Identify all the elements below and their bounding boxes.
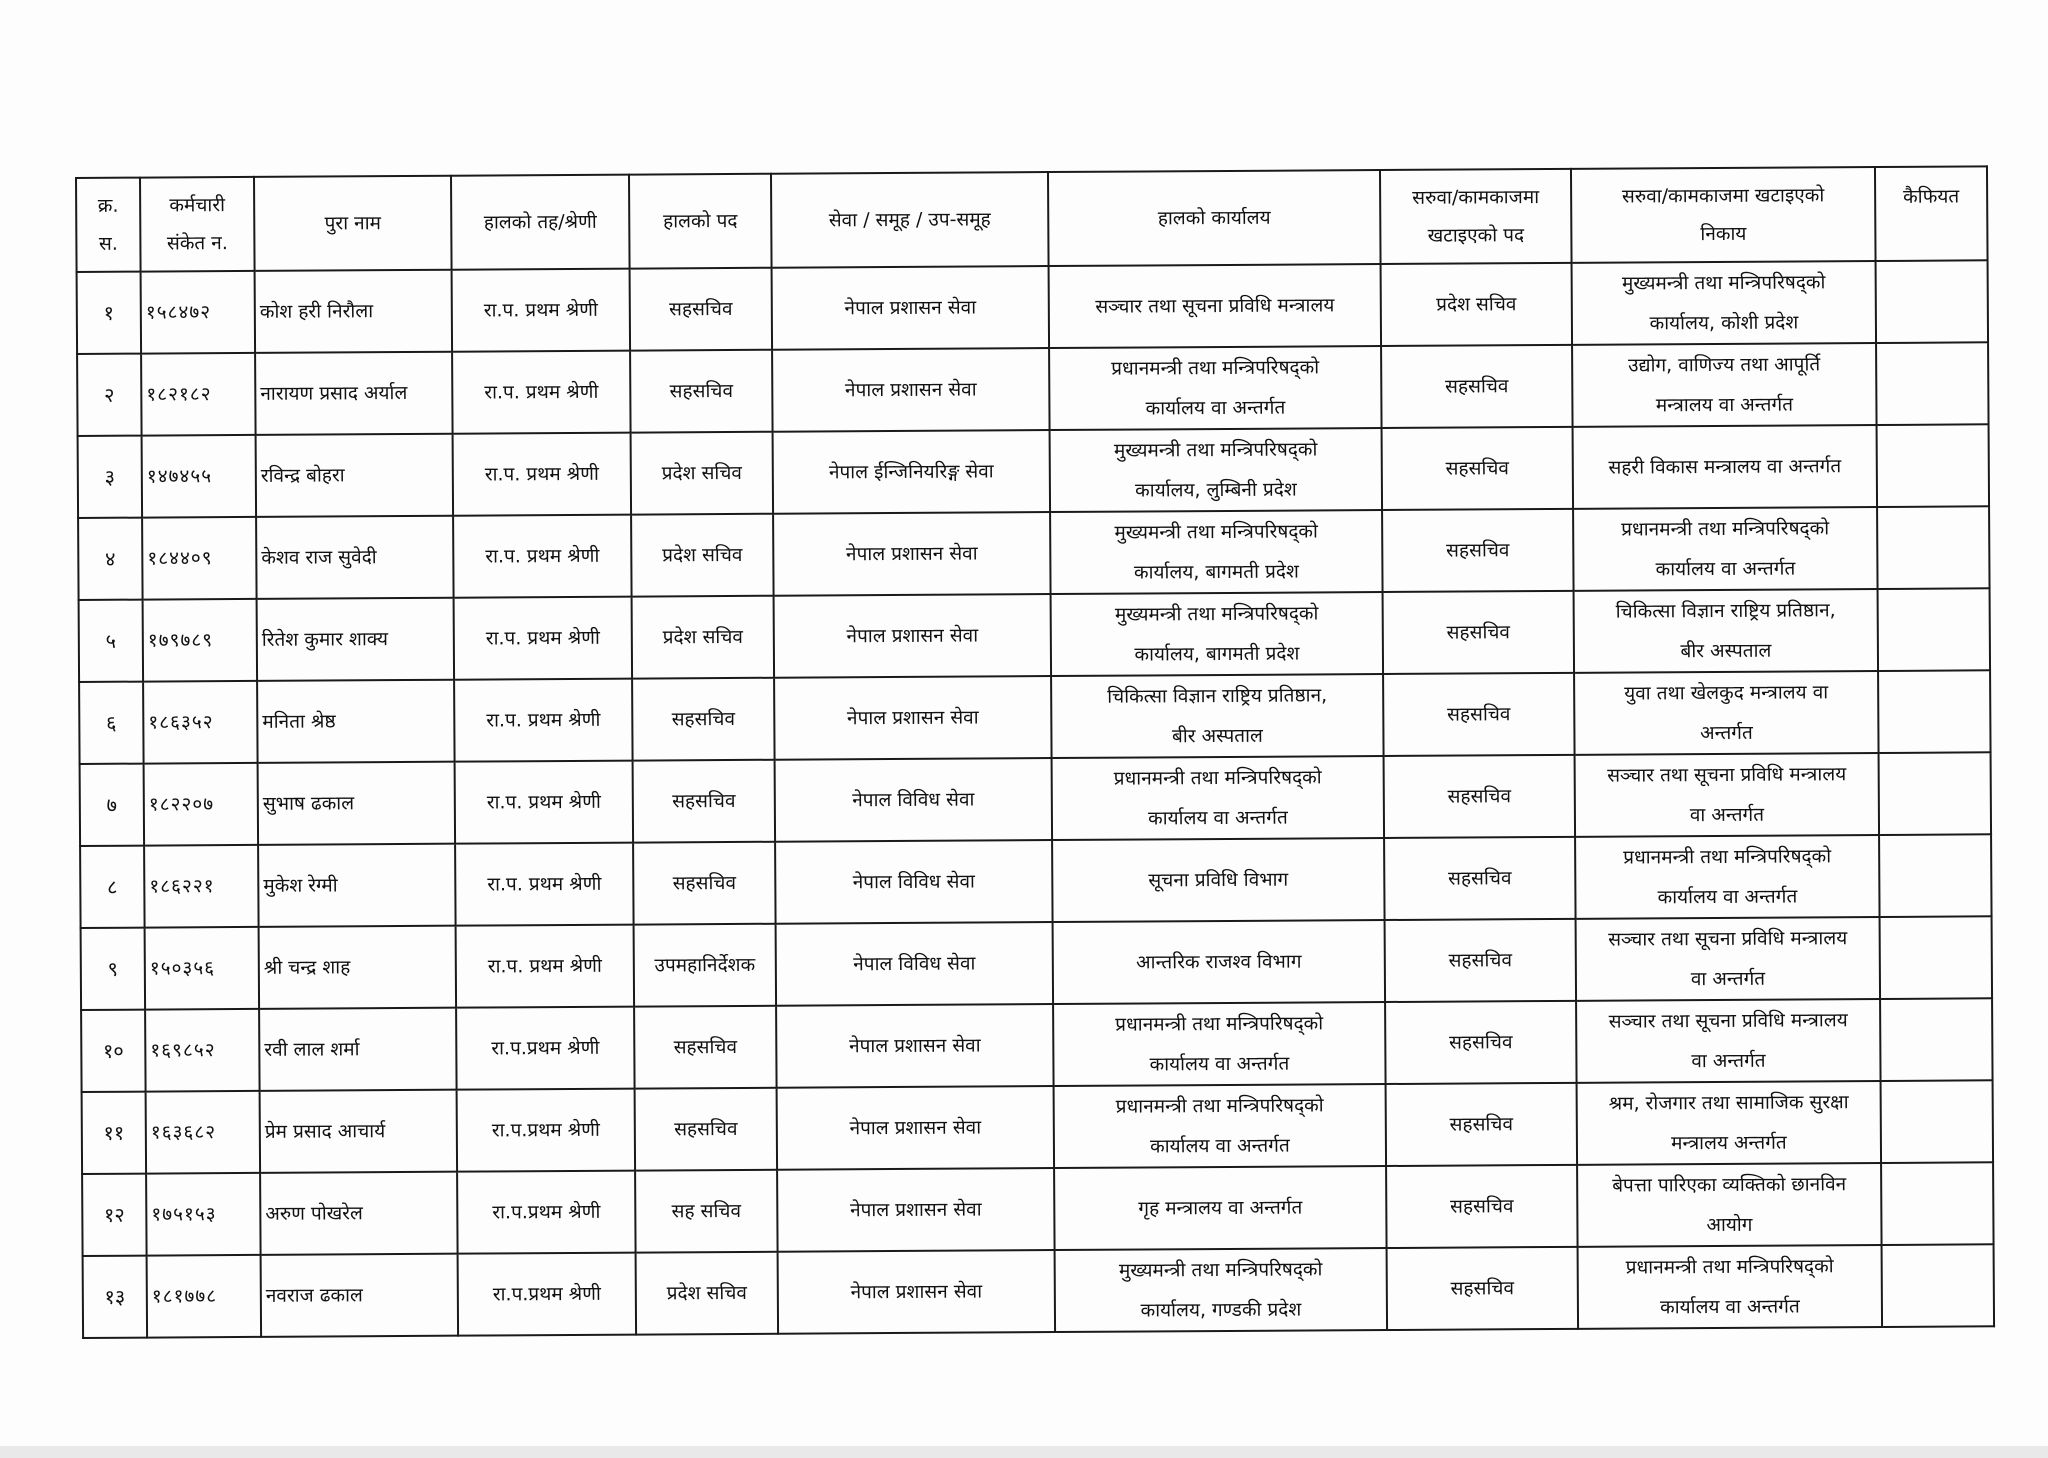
cell-service: नेपाल प्रशासन सेवा [772, 348, 1049, 432]
header-code-line2: संकेत न. [166, 232, 228, 255]
cell-remarks [1881, 1162, 1993, 1245]
header-row [76, 166, 1988, 272]
cell-remarks [1879, 752, 1991, 835]
header-new-office-line2: निकाय [1700, 222, 1747, 246]
table-row [81, 998, 1992, 1092]
cell-office [1050, 510, 1382, 594]
cell-office-line: प्रधानमन्त्री तथा मन्त्रिपरिषद्को [1113, 766, 1322, 790]
scan-edge [0, 1446, 2048, 1458]
cell-name: श्री चन्द्र शाह [259, 926, 456, 1009]
cell-office-line: कार्यालय वा अन्तर्गत [1149, 1052, 1290, 1076]
cell-post: प्रदेश सचिव [632, 596, 774, 679]
cell-post: प्रदेश सचिव [636, 1252, 778, 1335]
cell-level: रा.प. प्रथम श्रेणी [453, 433, 631, 516]
header-office: हालको कार्यालय [1048, 170, 1381, 266]
cell-office-line: चिकित्सा विज्ञान राष्ट्रिय प्रतिष्ठान, [1107, 684, 1328, 708]
cell-new-office-line: कार्यालय वा अन्तर्गत [1660, 1295, 1800, 1319]
cell-sn: ४ [78, 518, 142, 600]
cell-office [1052, 756, 1384, 840]
cell-new-office [1574, 589, 1878, 673]
cell-name: कोश हरी निरौला [255, 270, 452, 353]
table-row [78, 424, 1989, 518]
cell-new-office-line: सहरी विकास मन्त्रालय वा अन्तर्गत [1608, 455, 1842, 479]
cell-sn: १२ [82, 1174, 146, 1256]
cell-new-office-line: प्रधानमन्त्री तथा मन्त्रिपरिषद्को [1625, 1255, 1834, 1279]
cell-new-post: सहसचिव [1385, 1001, 1576, 1084]
cell-sn: ११ [82, 1092, 146, 1174]
cell-remarks [1880, 998, 1992, 1081]
cell-sn: ७ [80, 764, 144, 846]
cell-level: रा.प.प्रथम श्रेणी [457, 1089, 635, 1172]
cell-service: नेपाल प्रशासन सेवा [778, 1250, 1055, 1334]
cell-office-line: मुख्यमन्त्री तथा मन्त्रिपरिषद्को [1114, 602, 1319, 626]
cell-new-office-line: उद्योग, वाणिज्य तथा आपूर्ति [1628, 353, 1821, 377]
header-sn-line1: क्र. [97, 194, 119, 217]
table-row [81, 916, 1992, 1010]
cell-office-line: प्रधानमन्त्री तथा मन्त्रिपरिषद्को [1111, 356, 1320, 380]
cell-office-line: कार्यालय वा अन्तर्गत [1145, 396, 1286, 420]
cell-office-line: प्रधानमन्त्री तथा मन्त्रिपरिषद्को [1115, 1094, 1324, 1118]
cell-remarks [1876, 260, 1988, 343]
cell-office-line: प्रधानमन्त्री तथा मन्त्रिपरिषद्को [1115, 1012, 1324, 1036]
cell-service: नेपाल प्रशासन सेवा [774, 594, 1051, 678]
cell-new-office-line: प्रधानमन्त्री तथा मन्त्रिपरिषद्को [1623, 845, 1832, 869]
cell-remarks [1881, 1080, 1993, 1163]
cell-sn: १० [81, 1010, 145, 1092]
table-body [77, 260, 1994, 1338]
header-new-post-line2: खटाइएको पद [1427, 224, 1525, 247]
cell-new-office [1573, 425, 1877, 509]
cell-new-office [1575, 835, 1879, 919]
table-row [79, 670, 1990, 764]
cell-sn: ९ [81, 928, 145, 1010]
cell-new-office-line: कार्यालय वा अन्तर्गत [1655, 557, 1796, 581]
cell-level: रा.प.प्रथम श्रेणी [458, 1253, 636, 1336]
cell-sn: १ [77, 272, 141, 354]
cell-level: रा.प. प्रथम श्रेणी [454, 679, 632, 762]
cell-new-office-line: वा अन्तर्गत [1689, 803, 1765, 827]
cell-office-line: कार्यालय, बागमती प्रदेश [1134, 642, 1300, 666]
cell-new-office [1575, 753, 1879, 837]
cell-office [1054, 1166, 1386, 1250]
cell-new-office-line: बीर अस्पताल [1680, 639, 1772, 663]
table-row [83, 1244, 1994, 1338]
cell-new-post: प्रदेश सचिव [1381, 263, 1572, 346]
cell-code: १६३६८२ [146, 1091, 260, 1174]
table-row [80, 834, 1991, 928]
cell-new-post: सहसचिव [1382, 427, 1573, 510]
cell-post: सहसचिव [632, 678, 774, 761]
cell-remarks [1879, 834, 1991, 917]
cell-new-office-line: वा अन्तर्गत [1690, 967, 1766, 991]
cell-new-post: सहसचिव [1385, 919, 1576, 1002]
cell-service: नेपाल प्रशासन सेवा [776, 1004, 1053, 1088]
cell-office-line: मुख्यमन्त्री तथा मन्त्रिपरिषद्को [1118, 1258, 1323, 1282]
cell-office [1049, 346, 1381, 430]
cell-office-line: कार्यालय वा अन्तर्गत [1148, 806, 1288, 830]
cell-level: रा.प. प्रथम श्रेणी [454, 597, 632, 680]
cell-code: १७५१५३ [146, 1173, 260, 1256]
cell-post: प्रदेश सचिव [631, 432, 773, 515]
cell-new-post: सहसचिव [1384, 837, 1575, 920]
table-header [76, 166, 1988, 272]
cell-office-line: आन्तरिक राजश्व विभाग [1136, 950, 1302, 974]
cell-name: रितेश कुमार शाक्य [257, 598, 454, 681]
cell-name: केशव राज सुवेदी [256, 516, 453, 599]
cell-code: १८४४०९ [142, 517, 256, 600]
cell-new-office [1576, 999, 1880, 1083]
cell-sn: ८ [80, 846, 144, 928]
cell-new-post: सहसचिव [1386, 1083, 1577, 1166]
cell-new-office-line: प्रधानमन्त्री तथा मन्त्रिपरिषद्को [1621, 517, 1830, 541]
cell-code: १८२२०७ [144, 763, 258, 846]
cell-new-office-line: आयोग [1706, 1213, 1753, 1237]
cell-remarks [1878, 588, 1990, 671]
cell-level: रा.प. प्रथम श्रेणी [455, 761, 633, 844]
cell-new-office-line: मन्त्रालय अन्तर्गत [1671, 1131, 1787, 1155]
cell-new-post: सहसचिव [1383, 673, 1574, 756]
cell-office-line: बीर अस्पताल [1171, 724, 1263, 748]
header-post: हालको पद [629, 174, 772, 269]
table-row [82, 1162, 1993, 1256]
cell-code: १८१७७८ [147, 1255, 261, 1338]
cell-sn: ५ [79, 600, 143, 682]
cell-new-office [1573, 507, 1877, 591]
cell-office [1050, 428, 1382, 512]
cell-new-office-line: अन्तर्गत [1699, 721, 1753, 745]
cell-sn: ३ [78, 436, 142, 518]
cell-office [1049, 264, 1381, 348]
cell-new-office-line: कार्यालय वा अन्तर्गत [1657, 885, 1798, 909]
cell-office-line: कार्यालय, बागमती प्रदेश [1133, 560, 1299, 584]
cell-name: मुकेश रेग्मी [258, 844, 455, 927]
cell-office-line: कार्यालय वा अन्तर्गत [1150, 1134, 1290, 1158]
header-level: हालको तह/श्रेणी [451, 175, 630, 270]
cell-office [1054, 1084, 1386, 1168]
cell-office-line: कार्यालय, लुम्बिनी प्रदेश [1135, 478, 1297, 502]
cell-name: नारायण प्रसाद अर्याल [255, 352, 452, 435]
cell-remarks [1880, 916, 1992, 999]
cell-post: सहसचिव [633, 760, 775, 843]
cell-level: रा.प.प्रथम श्रेणी [457, 1171, 635, 1254]
cell-new-office-line: बेपत्ता पारिएका व्यक्तिको छानविन [1612, 1173, 1847, 1197]
table-row [78, 506, 1989, 600]
header-remarks: कैफियत [1875, 166, 1988, 261]
cell-office [1053, 1002, 1385, 1086]
cell-post: सह सचिव [635, 1170, 777, 1253]
header-code-line1: कर्मचारी [169, 194, 226, 217]
cell-remarks [1878, 670, 1990, 753]
transfer-table [75, 165, 1995, 1339]
cell-name: नवराज ढकाल [261, 1254, 458, 1337]
cell-service: नेपाल विविध सेवा [775, 840, 1052, 924]
cell-remarks [1882, 1244, 1994, 1327]
cell-post: उपमहानिर्देशक [634, 924, 776, 1007]
cell-office [1051, 592, 1383, 676]
cell-level: रा.प. प्रथम श्रेणी [453, 515, 631, 598]
cell-new-office-line: कार्यालय, कोशी प्रदेश [1649, 311, 1799, 335]
cell-code: १४७४५५ [142, 435, 256, 518]
cell-remarks [1876, 342, 1988, 425]
cell-name: रविन्द्र बोहरा [256, 434, 453, 517]
cell-new-office [1576, 917, 1880, 1001]
header-new-post-line1: सरुवा/कामकाजमा [1412, 186, 1540, 209]
cell-service: नेपाल विविध सेवा [776, 922, 1053, 1006]
header-sn-line2: स. [98, 232, 118, 255]
cell-new-post: सहसचिव [1382, 509, 1573, 592]
cell-name: प्रेम प्रसाद आचार्य [260, 1090, 457, 1173]
cell-code: १८२१८२ [141, 353, 255, 436]
cell-office [1051, 674, 1383, 758]
cell-post: सहसचिव [630, 350, 772, 433]
cell-new-post: सहसचिव [1383, 591, 1574, 674]
table-row [77, 260, 1988, 354]
table-row [79, 588, 1990, 682]
cell-post: सहसचिव [630, 268, 772, 351]
cell-new-office-line: श्रम, रोजगार तथा सामाजिक सुरक्षा [1608, 1091, 1849, 1115]
cell-new-office [1572, 343, 1876, 427]
cell-office [1055, 1248, 1387, 1332]
cell-name: अरुण पोखरेल [260, 1172, 457, 1255]
cell-new-post: सहसचिव [1386, 1165, 1577, 1248]
cell-office-line: सूचना प्रविधि विभाग [1148, 868, 1289, 892]
cell-sn: २ [77, 354, 141, 436]
header-name: पुरा नाम [254, 176, 452, 271]
cell-office-line: सञ्चार तथा सूचना प्रविधि मन्त्रालय [1095, 294, 1335, 318]
cell-service: नेपाल प्रशासन सेवा [774, 676, 1051, 760]
cell-office [1053, 920, 1385, 1004]
cell-new-office-line: सञ्चार तथा सूचना प्रविधि मन्त्रालय [1608, 927, 1848, 951]
cell-office-line: कार्यालय, गण्डकी प्रदेश [1140, 1298, 1302, 1322]
cell-code: १५०३५६ [145, 927, 259, 1010]
cell-new-office-line: चिकित्सा विज्ञान राष्ट्रिय प्रतिष्ठान, [1615, 599, 1836, 623]
cell-sn: ६ [79, 682, 143, 764]
cell-new-office-line: सञ्चार तथा सूचना प्रविधि मन्त्रालय [1607, 763, 1847, 787]
cell-office [1052, 838, 1384, 922]
cell-sn: १३ [83, 1256, 147, 1338]
cell-new-office [1578, 1245, 1882, 1329]
cell-service: नेपाल विविध सेवा [775, 758, 1052, 842]
header-new-office-line1: सरुवा/कामकाजमा खटाइएको [1621, 184, 1825, 208]
cell-level: रा.प. प्रथम श्रेणी [452, 269, 630, 352]
cell-service: नेपाल प्रशासन सेवा [777, 1168, 1054, 1252]
cell-new-post: सहसचिव [1387, 1247, 1578, 1330]
cell-new-office [1574, 671, 1878, 755]
cell-new-post: सहसचिव [1384, 755, 1575, 838]
cell-post: सहसचिव [635, 1088, 777, 1171]
cell-new-office-line: मुख्यमन्त्री तथा मन्त्रिपरिषद्को [1621, 271, 1826, 295]
cell-name: सुभाष ढकाल [258, 762, 455, 845]
cell-level: रा.प. प्रथम श्रेणी [455, 843, 633, 926]
cell-office-line: मुख्यमन्त्री तथा मन्त्रिपरिषद्को [1113, 438, 1318, 462]
header-sn [76, 178, 141, 272]
cell-name: रवी लाल शर्मा [259, 1008, 456, 1091]
table-row [82, 1080, 1993, 1174]
cell-new-post: सहसचिव [1381, 345, 1572, 428]
header-new-post [1380, 169, 1572, 264]
cell-new-office [1572, 261, 1876, 345]
header-service: सेवा / समूह / उप-समूह [771, 172, 1049, 268]
cell-service: नेपाल प्रशासन सेवा [772, 266, 1049, 350]
cell-new-office [1577, 1163, 1881, 1247]
cell-code: १८६३५२ [143, 681, 257, 764]
cell-post: सहसचिव [633, 842, 775, 925]
cell-remarks [1877, 506, 1989, 589]
cell-code: १८६२२१ [144, 845, 258, 928]
cell-code: १७९७८९ [143, 599, 257, 682]
cell-service: नेपाल प्रशासन सेवा [773, 512, 1050, 596]
cell-office-line: मुख्यमन्त्री तथा मन्त्रिपरिषद्को [1114, 520, 1318, 544]
cell-service: नेपाल ईन्जिनियरिङ्ग सेवा [773, 430, 1050, 514]
cell-level: रा.प.प्रथम श्रेणी [456, 1007, 634, 1090]
cell-service: नेपाल प्रशासन सेवा [777, 1086, 1054, 1170]
cell-new-office-line: मन्त्रालय वा अन्तर्गत [1655, 393, 1794, 417]
cell-level: रा.प. प्रथम श्रेणी [452, 351, 630, 434]
cell-new-office-line: वा अन्तर्गत [1691, 1049, 1766, 1073]
cell-new-office-line: सञ्चार तथा सूचना प्रविधि मन्त्रालय [1608, 1009, 1848, 1033]
cell-code: १६९८५२ [145, 1009, 259, 1092]
cell-post: सहसचिव [634, 1006, 776, 1089]
cell-remarks [1877, 424, 1989, 507]
cell-office-line: गृह मन्त्रालय वा अन्तर्गत [1138, 1196, 1303, 1220]
table-row [80, 752, 1991, 846]
header-code [140, 177, 255, 272]
cell-new-office-line: युवा तथा खेलकुद मन्त्रालय वा [1624, 681, 1829, 705]
table-row [77, 342, 1988, 436]
cell-level: रा.प. प्रथम श्रेणी [456, 925, 634, 1008]
cell-name: मनिता श्रेष्ठ [257, 680, 454, 763]
cell-code: १५८४७२ [141, 271, 255, 354]
cell-new-office [1577, 1081, 1881, 1165]
header-new-office [1571, 167, 1876, 263]
cell-post: प्रदेश सचिव [631, 514, 773, 597]
